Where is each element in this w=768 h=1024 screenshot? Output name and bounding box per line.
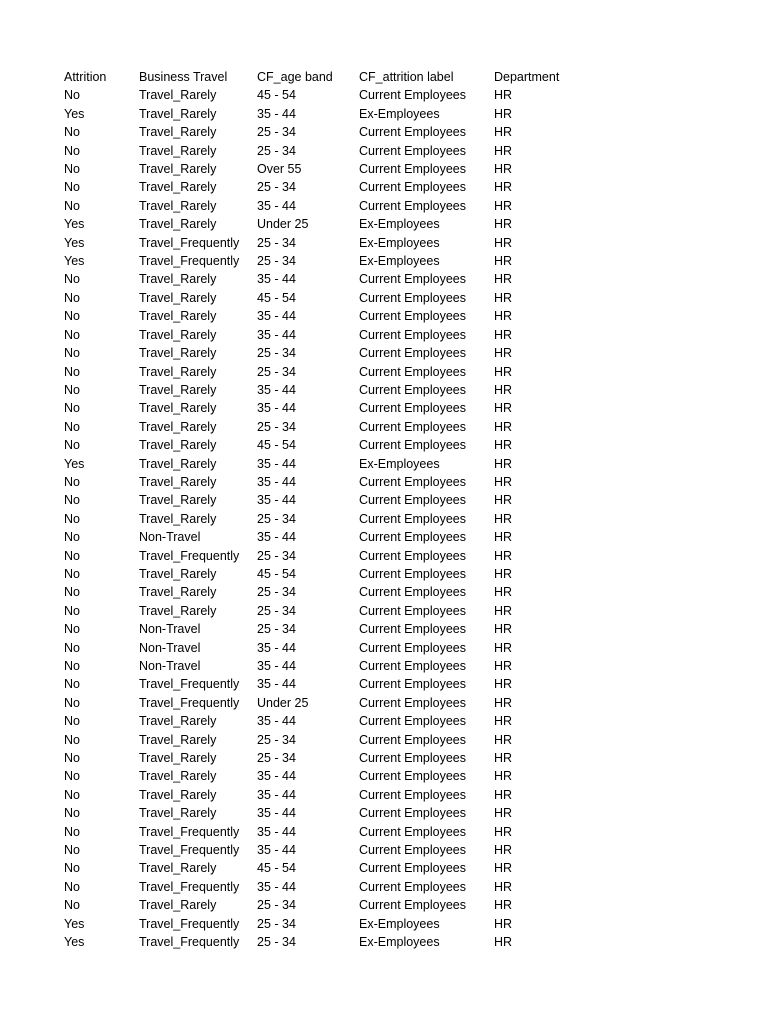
attrition-label-cell: Current Employees xyxy=(359,180,466,195)
attrition-label-cell: Current Employees xyxy=(359,125,466,140)
attrition-label-cell: Current Employees xyxy=(359,438,466,453)
age-band-cell: 25 - 34 xyxy=(257,364,296,379)
column-header-department: Department xyxy=(494,70,560,84)
attrition-label-cell: Current Employees xyxy=(359,272,466,287)
table-row xyxy=(64,363,584,381)
business-travel-cell: Travel_Rarely xyxy=(139,290,217,305)
business-travel-cell: Travel_Frequently xyxy=(139,916,240,931)
age-band-cell: 45 - 54 xyxy=(257,88,296,103)
attrition-label-cell: Ex-Employees xyxy=(359,106,440,121)
department-cell: HR xyxy=(494,695,513,710)
department-cell: HR xyxy=(494,198,513,213)
attrition-label-cell: Current Employees xyxy=(359,879,466,894)
table-row xyxy=(64,528,584,546)
age-band-cell: 45 - 54 xyxy=(257,861,296,876)
table-row xyxy=(64,123,584,141)
attrition-cell: No xyxy=(64,162,80,177)
age-band-cell: 25 - 34 xyxy=(257,180,296,195)
attrition-label-cell: Current Employees xyxy=(359,290,466,305)
attrition-cell: No xyxy=(64,327,80,342)
table-row xyxy=(64,878,584,896)
business-travel-cell: Travel_Rarely xyxy=(139,382,217,397)
age-band-cell: 25 - 34 xyxy=(257,235,296,250)
department-cell: HR xyxy=(494,640,513,655)
business-travel-cell: Travel_Rarely xyxy=(139,585,217,600)
attrition-cell: No xyxy=(64,309,80,324)
table-row xyxy=(64,896,584,914)
department-cell: HR xyxy=(494,511,513,526)
department-cell: HR xyxy=(494,106,513,121)
attrition-cell: No xyxy=(64,603,80,618)
department-cell: HR xyxy=(494,622,513,637)
attrition-cell: No xyxy=(64,88,80,103)
age-band-cell: 25 - 34 xyxy=(257,622,296,637)
age-band-cell: 35 - 44 xyxy=(257,843,296,858)
table-row xyxy=(64,473,584,491)
department-cell: HR xyxy=(494,419,513,434)
department-cell: HR xyxy=(494,217,513,232)
table-row xyxy=(64,731,584,749)
age-band-cell: 35 - 44 xyxy=(257,327,296,342)
department-cell: HR xyxy=(494,125,513,140)
table-row xyxy=(64,712,584,730)
attrition-cell: No xyxy=(64,419,80,434)
table-row xyxy=(64,142,584,160)
business-travel-cell: Travel_Rarely xyxy=(139,346,217,361)
column-header-attrition: Attrition xyxy=(64,70,107,84)
attrition-cell: No xyxy=(64,640,80,655)
table-row xyxy=(64,252,584,270)
business-travel-cell: Travel_Rarely xyxy=(139,787,217,802)
attrition-cell: No xyxy=(64,401,80,416)
age-band-cell: 25 - 34 xyxy=(257,346,296,361)
business-travel-cell: Non-Travel xyxy=(139,659,201,673)
age-band-cell: 25 - 34 xyxy=(257,143,296,158)
attrition-cell: No xyxy=(64,787,80,802)
attrition-cell: No xyxy=(64,493,80,508)
business-travel-cell: Travel_Rarely xyxy=(139,474,217,489)
department-cell: HR xyxy=(494,566,513,581)
department-cell: HR xyxy=(494,530,513,545)
column-header-business-travel: Business Travel xyxy=(139,70,228,84)
attrition-label-cell: Current Employees xyxy=(359,419,466,434)
department-cell: HR xyxy=(494,364,513,379)
age-band-cell: 25 - 34 xyxy=(257,603,296,618)
business-travel-cell: Travel_Frequently xyxy=(139,879,240,894)
attrition-cell: No xyxy=(64,438,80,453)
attrition-cell: Yes xyxy=(64,106,85,121)
attrition-cell: No xyxy=(64,751,80,766)
attrition-cell: No xyxy=(64,861,80,876)
age-band-cell: 45 - 54 xyxy=(257,566,296,581)
attrition-cell: No xyxy=(64,879,80,894)
attrition-cell: Yes xyxy=(64,235,85,250)
table-row xyxy=(64,841,584,859)
department-cell: HR xyxy=(494,677,513,692)
age-band-cell: 35 - 44 xyxy=(257,272,296,287)
attrition-cell: No xyxy=(64,290,80,305)
age-band-cell: 35 - 44 xyxy=(257,879,296,894)
attrition-label-cell: Current Employees xyxy=(359,511,466,526)
table-row xyxy=(64,565,584,583)
table-row xyxy=(64,418,584,436)
age-band-cell: 35 - 44 xyxy=(257,824,296,839)
age-band-cell: 35 - 44 xyxy=(257,106,296,121)
table-row xyxy=(64,620,584,638)
business-travel-cell: Travel_Rarely xyxy=(139,272,217,287)
business-travel-cell: Travel_Rarely xyxy=(139,401,217,416)
table-row xyxy=(64,583,584,601)
table-row xyxy=(64,344,584,362)
attrition-cell: No xyxy=(64,180,80,195)
business-travel-cell: Travel_Rarely xyxy=(139,751,217,766)
department-cell: HR xyxy=(494,916,513,931)
column-header-attrition-label: CF_attrition label xyxy=(359,70,454,84)
business-travel-cell: Travel_Rarely xyxy=(139,732,217,747)
department-cell: HR xyxy=(494,290,513,305)
department-cell: HR xyxy=(494,659,513,673)
attrition-cell: No xyxy=(64,143,80,158)
table-row xyxy=(64,749,584,767)
age-band-cell: 45 - 54 xyxy=(257,290,296,305)
attrition-cell: No xyxy=(64,695,80,710)
business-travel-cell: Travel_Frequently xyxy=(139,548,240,563)
attrition-cell: No xyxy=(64,898,80,913)
business-travel-cell: Travel_Rarely xyxy=(139,162,217,177)
business-travel-cell: Travel_Frequently xyxy=(139,843,240,858)
age-band-cell: 35 - 44 xyxy=(257,787,296,802)
business-travel-cell: Non-Travel xyxy=(139,640,201,655)
attrition-cell: No xyxy=(64,622,80,637)
attrition-label-cell: Current Employees xyxy=(359,898,466,913)
age-band-cell: 35 - 44 xyxy=(257,493,296,508)
department-cell: HR xyxy=(494,732,513,747)
attrition-cell: Yes xyxy=(64,217,85,232)
business-travel-cell: Travel_Rarely xyxy=(139,603,217,618)
table-row xyxy=(64,859,584,877)
attrition-label-cell: Current Employees xyxy=(359,309,466,324)
table-row xyxy=(64,436,584,454)
department-cell: HR xyxy=(494,824,513,839)
business-travel-cell: Travel_Rarely xyxy=(139,88,217,103)
attrition-cell: No xyxy=(64,364,80,379)
age-band-cell: 35 - 44 xyxy=(257,806,296,821)
business-travel-cell: Travel_Frequently xyxy=(139,677,240,692)
age-band-cell: 25 - 34 xyxy=(257,548,296,563)
department-cell: HR xyxy=(494,843,513,858)
business-travel-cell: Travel_Rarely xyxy=(139,106,217,121)
department-cell: HR xyxy=(494,162,513,177)
table-row xyxy=(64,694,584,712)
department-cell: HR xyxy=(494,806,513,821)
attrition-cell: No xyxy=(64,843,80,858)
attrition-cell: No xyxy=(64,382,80,397)
business-travel-cell: Travel_Rarely xyxy=(139,861,217,876)
business-travel-cell: Travel_Frequently xyxy=(139,935,240,950)
business-travel-cell: Travel_Rarely xyxy=(139,327,217,342)
department-cell: HR xyxy=(494,769,513,784)
attrition-label-cell: Current Employees xyxy=(359,677,466,692)
age-band-cell: 25 - 34 xyxy=(257,419,296,434)
department-cell: HR xyxy=(494,548,513,563)
attrition-cell: No xyxy=(64,824,80,839)
table-row xyxy=(64,234,584,252)
business-travel-cell: Travel_Rarely xyxy=(139,493,217,508)
attrition-cell: No xyxy=(64,198,80,213)
department-cell: HR xyxy=(494,272,513,287)
attrition-label-cell: Current Employees xyxy=(359,769,466,784)
attrition-label-cell: Current Employees xyxy=(359,88,466,103)
attrition-label-cell: Current Employees xyxy=(359,824,466,839)
table-row xyxy=(64,547,584,565)
age-band-cell: 35 - 44 xyxy=(257,382,296,397)
attrition-label-cell: Current Employees xyxy=(359,695,466,710)
attrition-label-cell: Ex-Employees xyxy=(359,254,440,269)
age-band-cell: 25 - 34 xyxy=(257,916,296,931)
attrition-cell: No xyxy=(64,585,80,600)
department-cell: HR xyxy=(494,861,513,876)
department-cell: HR xyxy=(494,143,513,158)
table-row xyxy=(64,105,584,123)
department-cell: HR xyxy=(494,438,513,453)
attrition-label-cell: Current Employees xyxy=(359,493,466,508)
spreadsheet-page xyxy=(64,68,624,952)
attrition-label-cell: Current Employees xyxy=(359,566,466,581)
department-cell: HR xyxy=(494,382,513,397)
department-cell: HR xyxy=(494,714,513,729)
age-band-cell: 25 - 34 xyxy=(257,125,296,140)
table-row xyxy=(64,381,584,399)
business-travel-cell: Travel_Rarely xyxy=(139,456,217,471)
department-cell: HR xyxy=(494,751,513,766)
table-row xyxy=(64,804,584,822)
attrition-cell: No xyxy=(64,732,80,747)
age-band-cell: 35 - 44 xyxy=(257,456,296,471)
age-band-cell: 35 - 44 xyxy=(257,640,296,655)
department-cell: HR xyxy=(494,879,513,894)
age-band-cell: 25 - 34 xyxy=(257,732,296,747)
attrition-label-cell: Current Employees xyxy=(359,640,466,655)
table-row xyxy=(64,602,584,620)
table-row xyxy=(64,289,584,307)
attrition-cell: No xyxy=(64,806,80,821)
table-row xyxy=(64,215,584,233)
department-cell: HR xyxy=(494,935,513,950)
department-cell: HR xyxy=(494,309,513,324)
business-travel-cell: Non-Travel xyxy=(139,622,201,637)
attrition-cell: Yes xyxy=(64,456,85,471)
table-row xyxy=(64,915,584,933)
attrition-label-cell: Current Employees xyxy=(359,401,466,416)
attrition-label-cell: Current Employees xyxy=(359,382,466,397)
table-row xyxy=(64,767,584,785)
attrition-cell: Yes xyxy=(64,935,85,950)
attrition-label-cell: Current Employees xyxy=(359,714,466,729)
attrition-label-cell: Current Employees xyxy=(359,787,466,802)
department-cell: HR xyxy=(494,456,513,471)
age-band-cell: 35 - 44 xyxy=(257,309,296,324)
attrition-cell: Yes xyxy=(64,254,85,269)
business-travel-cell: Travel_Rarely xyxy=(139,769,217,784)
attrition-cell: No xyxy=(64,566,80,581)
attrition-label-cell: Current Employees xyxy=(359,603,466,618)
business-travel-cell: Travel_Rarely xyxy=(139,419,217,434)
business-travel-cell: Travel_Rarely xyxy=(139,309,217,324)
age-band-cell: 35 - 44 xyxy=(257,714,296,729)
age-band-cell: 35 - 44 xyxy=(257,659,296,673)
department-cell: HR xyxy=(494,180,513,195)
department-cell: HR xyxy=(494,346,513,361)
age-band-cell: 25 - 34 xyxy=(257,585,296,600)
attrition-label-cell: Current Employees xyxy=(359,530,466,545)
age-band-cell: 25 - 34 xyxy=(257,254,296,269)
attrition-label-cell: Current Employees xyxy=(359,585,466,600)
business-travel-cell: Travel_Frequently xyxy=(139,824,240,839)
department-cell: HR xyxy=(494,585,513,600)
table-row xyxy=(64,455,584,473)
business-travel-cell: Travel_Rarely xyxy=(139,125,217,140)
age-band-cell: 25 - 34 xyxy=(257,751,296,766)
attrition-label-cell: Current Employees xyxy=(359,861,466,876)
age-band-cell: 35 - 44 xyxy=(257,474,296,489)
attrition-cell: No xyxy=(64,548,80,563)
age-band-cell: 25 - 34 xyxy=(257,935,296,950)
attrition-cell: No xyxy=(64,125,80,140)
business-travel-cell: Travel_Frequently xyxy=(139,254,240,269)
business-travel-cell: Travel_Rarely xyxy=(139,511,217,526)
attrition-label-cell: Ex-Employees xyxy=(359,217,440,232)
table-row xyxy=(64,270,584,288)
table-row xyxy=(64,933,584,951)
department-cell: HR xyxy=(494,88,513,103)
business-travel-cell: Travel_Rarely xyxy=(139,898,217,913)
age-band-cell: Under 25 xyxy=(257,695,309,710)
attrition-label-cell: Current Employees xyxy=(359,843,466,858)
attrition-label-cell: Current Employees xyxy=(359,474,466,489)
table-row xyxy=(64,86,584,104)
age-band-cell: 35 - 44 xyxy=(257,401,296,416)
attrition-label-cell: Current Employees xyxy=(359,751,466,766)
business-travel-cell: Travel_Rarely xyxy=(139,714,217,729)
attrition-cell: No xyxy=(64,659,80,673)
age-band-cell: Under 25 xyxy=(257,217,309,232)
table-row xyxy=(64,197,584,215)
department-cell: HR xyxy=(494,603,513,618)
age-band-cell: 25 - 34 xyxy=(257,898,296,913)
business-travel-cell: Travel_Frequently xyxy=(139,235,240,250)
attrition-label-cell: Current Employees xyxy=(359,732,466,747)
attrition-label-cell: Current Employees xyxy=(359,659,466,673)
table-row xyxy=(64,510,584,528)
attrition-label-cell: Current Employees xyxy=(359,327,466,342)
attrition-cell: No xyxy=(64,677,80,692)
age-band-cell: 45 - 54 xyxy=(257,438,296,453)
attrition-cell: No xyxy=(64,346,80,361)
business-travel-cell: Travel_Rarely xyxy=(139,566,217,581)
attrition-cell: No xyxy=(64,511,80,526)
age-band-cell: 35 - 44 xyxy=(257,677,296,692)
business-travel-cell: Travel_Rarely xyxy=(139,198,217,213)
department-cell: HR xyxy=(494,254,513,269)
age-band-cell: Over 55 xyxy=(257,162,302,177)
age-band-cell: 35 - 44 xyxy=(257,769,296,784)
business-travel-cell: Travel_Rarely xyxy=(139,364,217,379)
business-travel-cell: Travel_Rarely xyxy=(139,143,217,158)
department-cell: HR xyxy=(494,235,513,250)
table-row xyxy=(64,326,584,344)
attrition-label-cell: Ex-Employees xyxy=(359,935,440,950)
attrition-cell: Yes xyxy=(64,916,85,931)
business-travel-cell: Travel_Rarely xyxy=(139,806,217,821)
attrition-cell: No xyxy=(64,769,80,784)
department-cell: HR xyxy=(494,474,513,489)
attrition-label-cell: Current Employees xyxy=(359,364,466,379)
department-cell: HR xyxy=(494,401,513,416)
attrition-label-cell: Current Employees xyxy=(359,622,466,637)
business-travel-cell: Travel_Frequently xyxy=(139,695,240,710)
attrition-label-cell: Ex-Employees xyxy=(359,235,440,250)
table-row xyxy=(64,657,584,675)
table-row xyxy=(64,160,584,178)
age-band-cell: 35 - 44 xyxy=(257,530,296,545)
business-travel-cell: Travel_Rarely xyxy=(139,217,217,232)
department-cell: HR xyxy=(494,898,513,913)
business-travel-cell: Travel_Rarely xyxy=(139,180,217,195)
attrition-cell: No xyxy=(64,474,80,489)
table-body xyxy=(64,86,584,951)
table-row xyxy=(64,639,584,657)
table-row xyxy=(64,491,584,509)
table-row xyxy=(64,675,584,693)
attrition-label-cell: Current Employees xyxy=(359,198,466,213)
attrition-label-cell: Ex-Employees xyxy=(359,456,440,471)
department-cell: HR xyxy=(494,327,513,342)
attrition-cell: No xyxy=(64,272,80,287)
attrition-label-cell: Ex-Employees xyxy=(359,916,440,931)
table-row xyxy=(64,399,584,417)
attrition-label-cell: Current Employees xyxy=(359,143,466,158)
business-travel-cell: Travel_Rarely xyxy=(139,438,217,453)
department-cell: HR xyxy=(494,493,513,508)
table-row xyxy=(64,823,584,841)
age-band-cell: 25 - 34 xyxy=(257,511,296,526)
age-band-cell: 35 - 44 xyxy=(257,198,296,213)
attrition-label-cell: Current Employees xyxy=(359,162,466,177)
table-row xyxy=(64,307,584,325)
header-row xyxy=(64,68,584,86)
data-table xyxy=(64,68,584,952)
table-row xyxy=(64,178,584,196)
business-travel-cell: Non-Travel xyxy=(139,530,201,545)
attrition-label-cell: Current Employees xyxy=(359,806,466,821)
table-row xyxy=(64,786,584,804)
column-header-age-band: CF_age band xyxy=(257,70,333,84)
attrition-label-cell: Current Employees xyxy=(359,346,466,361)
attrition-cell: No xyxy=(64,714,80,729)
department-cell: HR xyxy=(494,787,513,802)
attrition-cell: No xyxy=(64,530,80,545)
attrition-label-cell: Current Employees xyxy=(359,548,466,563)
